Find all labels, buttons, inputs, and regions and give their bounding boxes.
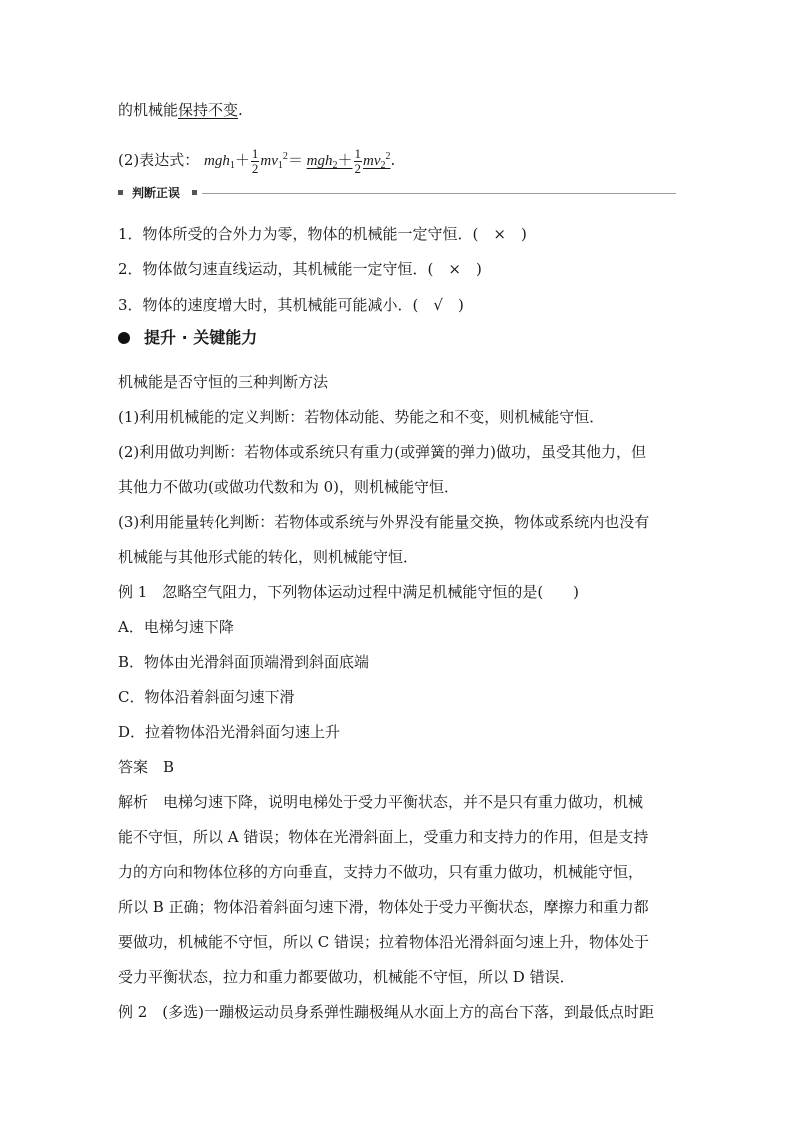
method-line: (1)利用机械能的定义判断：若物体动能、势能之和不变，则机械能守恒． (118, 408, 605, 426)
example1-question: 例 1 忽略空气阻力，下列物体运动过程中满足机械能守恒的是( ) (118, 583, 580, 601)
fraction-half-rhs: $\frac{1}{2}$ (354, 146, 362, 177)
judge-tag-label: 判断正误 (132, 186, 181, 200)
expression-rhs-underlined: mgh$_2$＋ $\frac{1}{2}$ $mv_2^2$ (306, 146, 391, 177)
square-bullet-icon (118, 190, 123, 195)
option-c: C．物体沿着斜面匀速下滑 (118, 688, 295, 706)
filled-circle-icon (118, 332, 130, 344)
answer-line: 答案 B (118, 758, 175, 776)
judge-tag-bar (118, 186, 676, 200)
method-line: 机械能与其他形式能的转化，则机械能守恒． (118, 548, 419, 566)
method-line: 其他力不做功(或做功代数和为 0)，则机械能守恒． (118, 478, 460, 496)
divider-rule (202, 193, 676, 194)
judgment-item: 3．物体的速度增大时，其机械能可能减小．( √ ) (118, 296, 464, 314)
option-d: D．拉着物体沿光滑斜面匀速上升 (118, 723, 341, 741)
method-line: (2)利用做功判断：若物体或系统只有重力(或弹簧的弹力)做功，虽受其他力，但 (118, 443, 646, 461)
option-b: B．物体由光滑斜面顶端滑到斜面底端 (118, 653, 370, 671)
analysis-line: 受力平衡状态，拉力和重力都要做功，机械能不守恒，所以 D 错误． (118, 968, 575, 986)
analysis-line: 要做功，机械能不守恒，所以 C 错误；拉着物体沿光滑斜面匀速上升，物体处于 (118, 933, 650, 951)
judgment-item: 2．物体做匀速直线运动，其机械能一定守恒．( × ) (118, 260, 482, 278)
judgment-item: 1．物体所受的合外力为零，物体的机械能一定守恒．( × ) (118, 225, 527, 243)
method-title: 机械能是否守恒的三种判断方法 (118, 373, 329, 391)
square-bullet-icon (192, 190, 197, 195)
option-a: A．电梯匀速下降 (118, 618, 234, 636)
analysis-line: 所以 B 正确；物体沿着斜面匀速下滑，物体处于受力平衡状态，摩擦力和重力都 (118, 898, 649, 916)
line-mechanical-energy: 的机械能保持不变. (118, 101, 243, 119)
analysis-line: 力的方向和物体位移的方向垂直，支持力不做功，只有重力做功，机械能守恒， (118, 863, 644, 881)
expression-label: (2)表达式： (118, 151, 200, 169)
method-line: (3)利用能量转化判断：若物体或系统与外界没有能量交换，物体或系统内也没有 (118, 513, 650, 531)
expression-line: (2)表达式： mgh$_1$＋ $\frac{1}{2}$ $mv_1^2= mgh_2+$ $\frac{1}{2}$ $mv_2^2$. (118, 146, 396, 177)
expression-lhs: mgh$_1$＋ $\frac{1}{2}$ $mv_1^2=$ (204, 146, 303, 177)
underlined-answer: 保持不变 (178, 101, 239, 119)
analysis-line: 能不守恒，所以 A 错误；物体在光滑斜面上，受重力和支持力的作用，但是支持 (118, 828, 649, 846)
fraction-half: $\frac{1}{2}$ (251, 146, 259, 177)
analysis-line: 解析 电梯匀速下降，说明电梯处于受力平衡状态，并不是只有重力做功，机械 (118, 793, 644, 811)
example2-question: 例 2 (多选)一蹦极运动员身系弹性蹦极绳从水面上方的高台下落，到最低点时距 (118, 1003, 655, 1021)
section-heading: 提升 · 关键能力 (118, 328, 257, 348)
